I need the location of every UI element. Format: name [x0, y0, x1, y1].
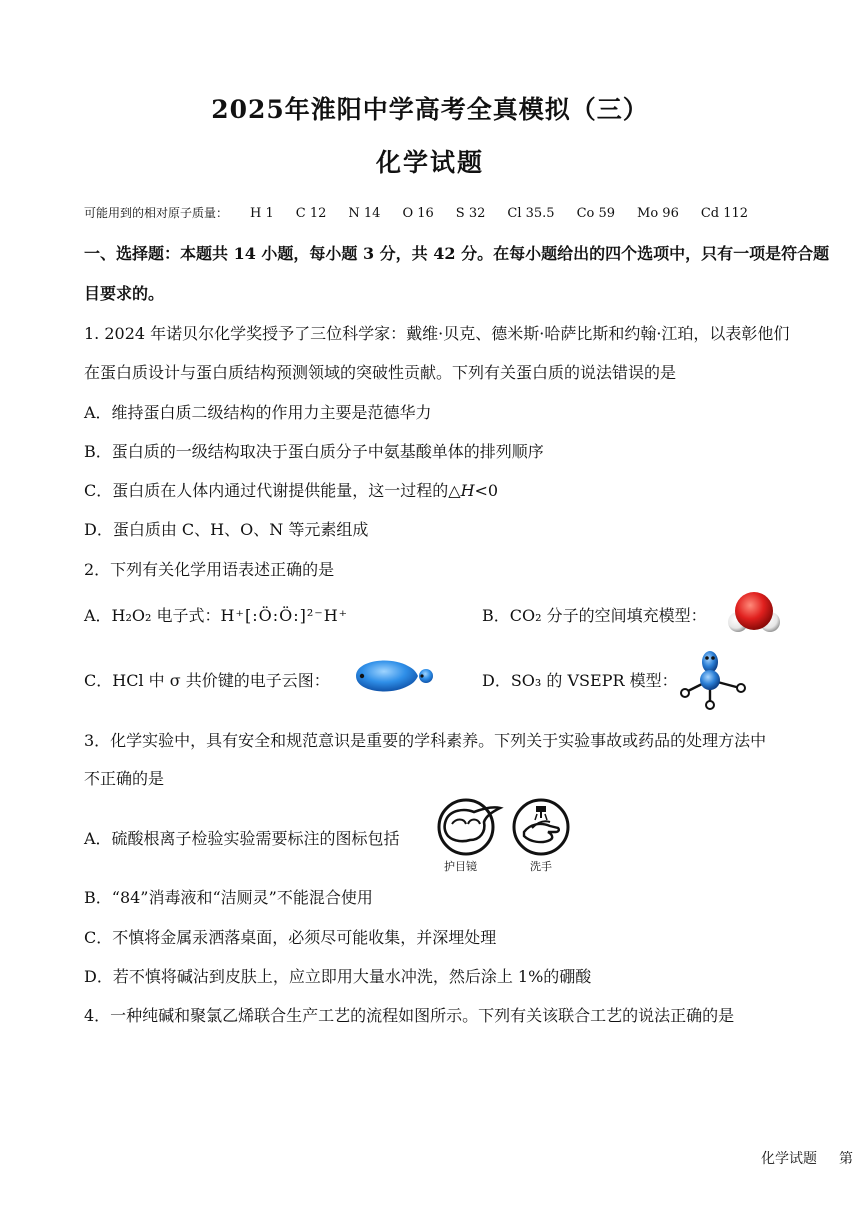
q1-option-b: B．蛋白质的一级结构取决于蛋白质分子中氨基酸单体的排列顺序 [84, 442, 544, 461]
h2o2-electron-formula: H⁺[:Ö:Ö:]²⁻H⁺ [220, 606, 349, 625]
q3-option-c: C．不慎将金属汞洒落桌面，必须尽可能收集，并深埋处理 [84, 928, 497, 947]
q1-option-c-tail: <0 [474, 481, 499, 500]
atomic-mass-item: Mo 96 [637, 206, 679, 221]
q1-option-c [84, 478, 498, 501]
central-atom [700, 670, 720, 690]
nucleus-dot [360, 674, 364, 678]
q1-option-c-text: C．蛋白质在人体内通过代谢提供能量，这一过程的△ [84, 481, 461, 500]
q3-option-d: D．若不慎将碱沾到皮肤上，应立即用大量水冲洗，然后涂上 1%的硼酸 [84, 967, 592, 986]
wash-hands-icon-caption: 洗手 [530, 860, 552, 873]
co2-space-filling-model [722, 588, 784, 638]
atomic-masses-label: 可能用到的相对原子质量： [84, 206, 229, 220]
atomic-mass-item: Cd 112 [700, 206, 749, 221]
so3-vsepr-model [676, 648, 746, 710]
goggles-icon [434, 798, 504, 856]
q2-option-b-label: B．CO₂ 分子的空间填充模型： [482, 606, 707, 625]
atomic-mass-item: Cl 35.5 [507, 206, 555, 221]
q1-stem-line2: 在蛋白质设计与蛋白质结构预测领域的突破性贡献。下列有关蛋白质的说法错误的是 [84, 363, 677, 382]
exam-subtitle: 化学试题 [375, 148, 484, 177]
q3-stem-line2: 不正确的是 [84, 769, 165, 788]
q1-option-a: A．维持蛋白质二级结构的作用力主要是范德华力 [84, 403, 432, 422]
oxygen-atom [735, 592, 773, 630]
footer-subject: 化学试题 [761, 1151, 817, 1167]
bond-end [737, 684, 745, 692]
atomic-mass-item: S 32 [455, 206, 486, 221]
atomic-masses-line [84, 204, 748, 221]
hcl-electron-cloud [350, 654, 440, 698]
sigma-bond-lobe [356, 661, 418, 692]
q2-option-a-label: A．H₂O₂ 电子式： [84, 606, 221, 625]
section-heading: 一、选择题：本题共 14 小题，每小题 3 分，共 42 分。在每小题给出的四个选项中，只有一项是符合题目要求的。 [84, 244, 830, 303]
goggles-icon-caption: 护目镜 [444, 860, 477, 873]
q1-stem-line1: 1. 2024 年诺贝尔化学奖授予了三位科学家：戴维·贝克、德米斯·哈萨比斯和约翰·江珀，以表彰他们 [84, 324, 790, 343]
q3-option-b: B．“84”消毒液和“洁厕灵”不能混合使用 [84, 888, 373, 907]
atomic-mass-item: C 12 [295, 206, 327, 221]
q3-stem-line1: 3．化学实验中，具有安全和规范意识是重要的学科素养。下列关于实验事故或药品的处理方法中 [84, 731, 767, 750]
nucleus-dot [420, 674, 423, 677]
atomic-mass-item: O 16 [402, 206, 434, 221]
exam-title: 2025年淮阳中学高考全真模拟（三） [211, 95, 649, 124]
q4-stem: 4．一种纯碱和聚氯乙烯联合生产工艺的流程如图所示。下列有关该联合工艺的说法正确的是 [84, 1006, 735, 1025]
atomic-mass-item: H 1 [250, 206, 274, 221]
footer-page: 第 [839, 1151, 853, 1167]
atomic-mass-item: N 14 [348, 206, 381, 221]
q1-option-d: D．蛋白质由 C、H、O、N 等元素组成 [84, 520, 369, 539]
q3-option-a: A．硫酸根离子检验实验需要标注的图标包括 [84, 829, 400, 848]
lone-pair-lobe [702, 651, 718, 673]
wash-hands-icon [510, 798, 572, 856]
enthalpy-symbol: H [460, 481, 475, 500]
q2-option-a [84, 603, 348, 626]
q2-option-c-label: C．HCl 中 σ 共价键的电子云图： [84, 671, 330, 690]
bond-end [681, 689, 689, 697]
q2-option-d-label: D．SO₃ 的 VSEPR 模型： [482, 671, 678, 690]
bond-end [706, 701, 714, 709]
atomic-mass-item: Co 59 [576, 206, 616, 221]
q2-stem: 2．下列有关化学用语表述正确的是 [84, 560, 335, 579]
page-footer [761, 1148, 853, 1168]
